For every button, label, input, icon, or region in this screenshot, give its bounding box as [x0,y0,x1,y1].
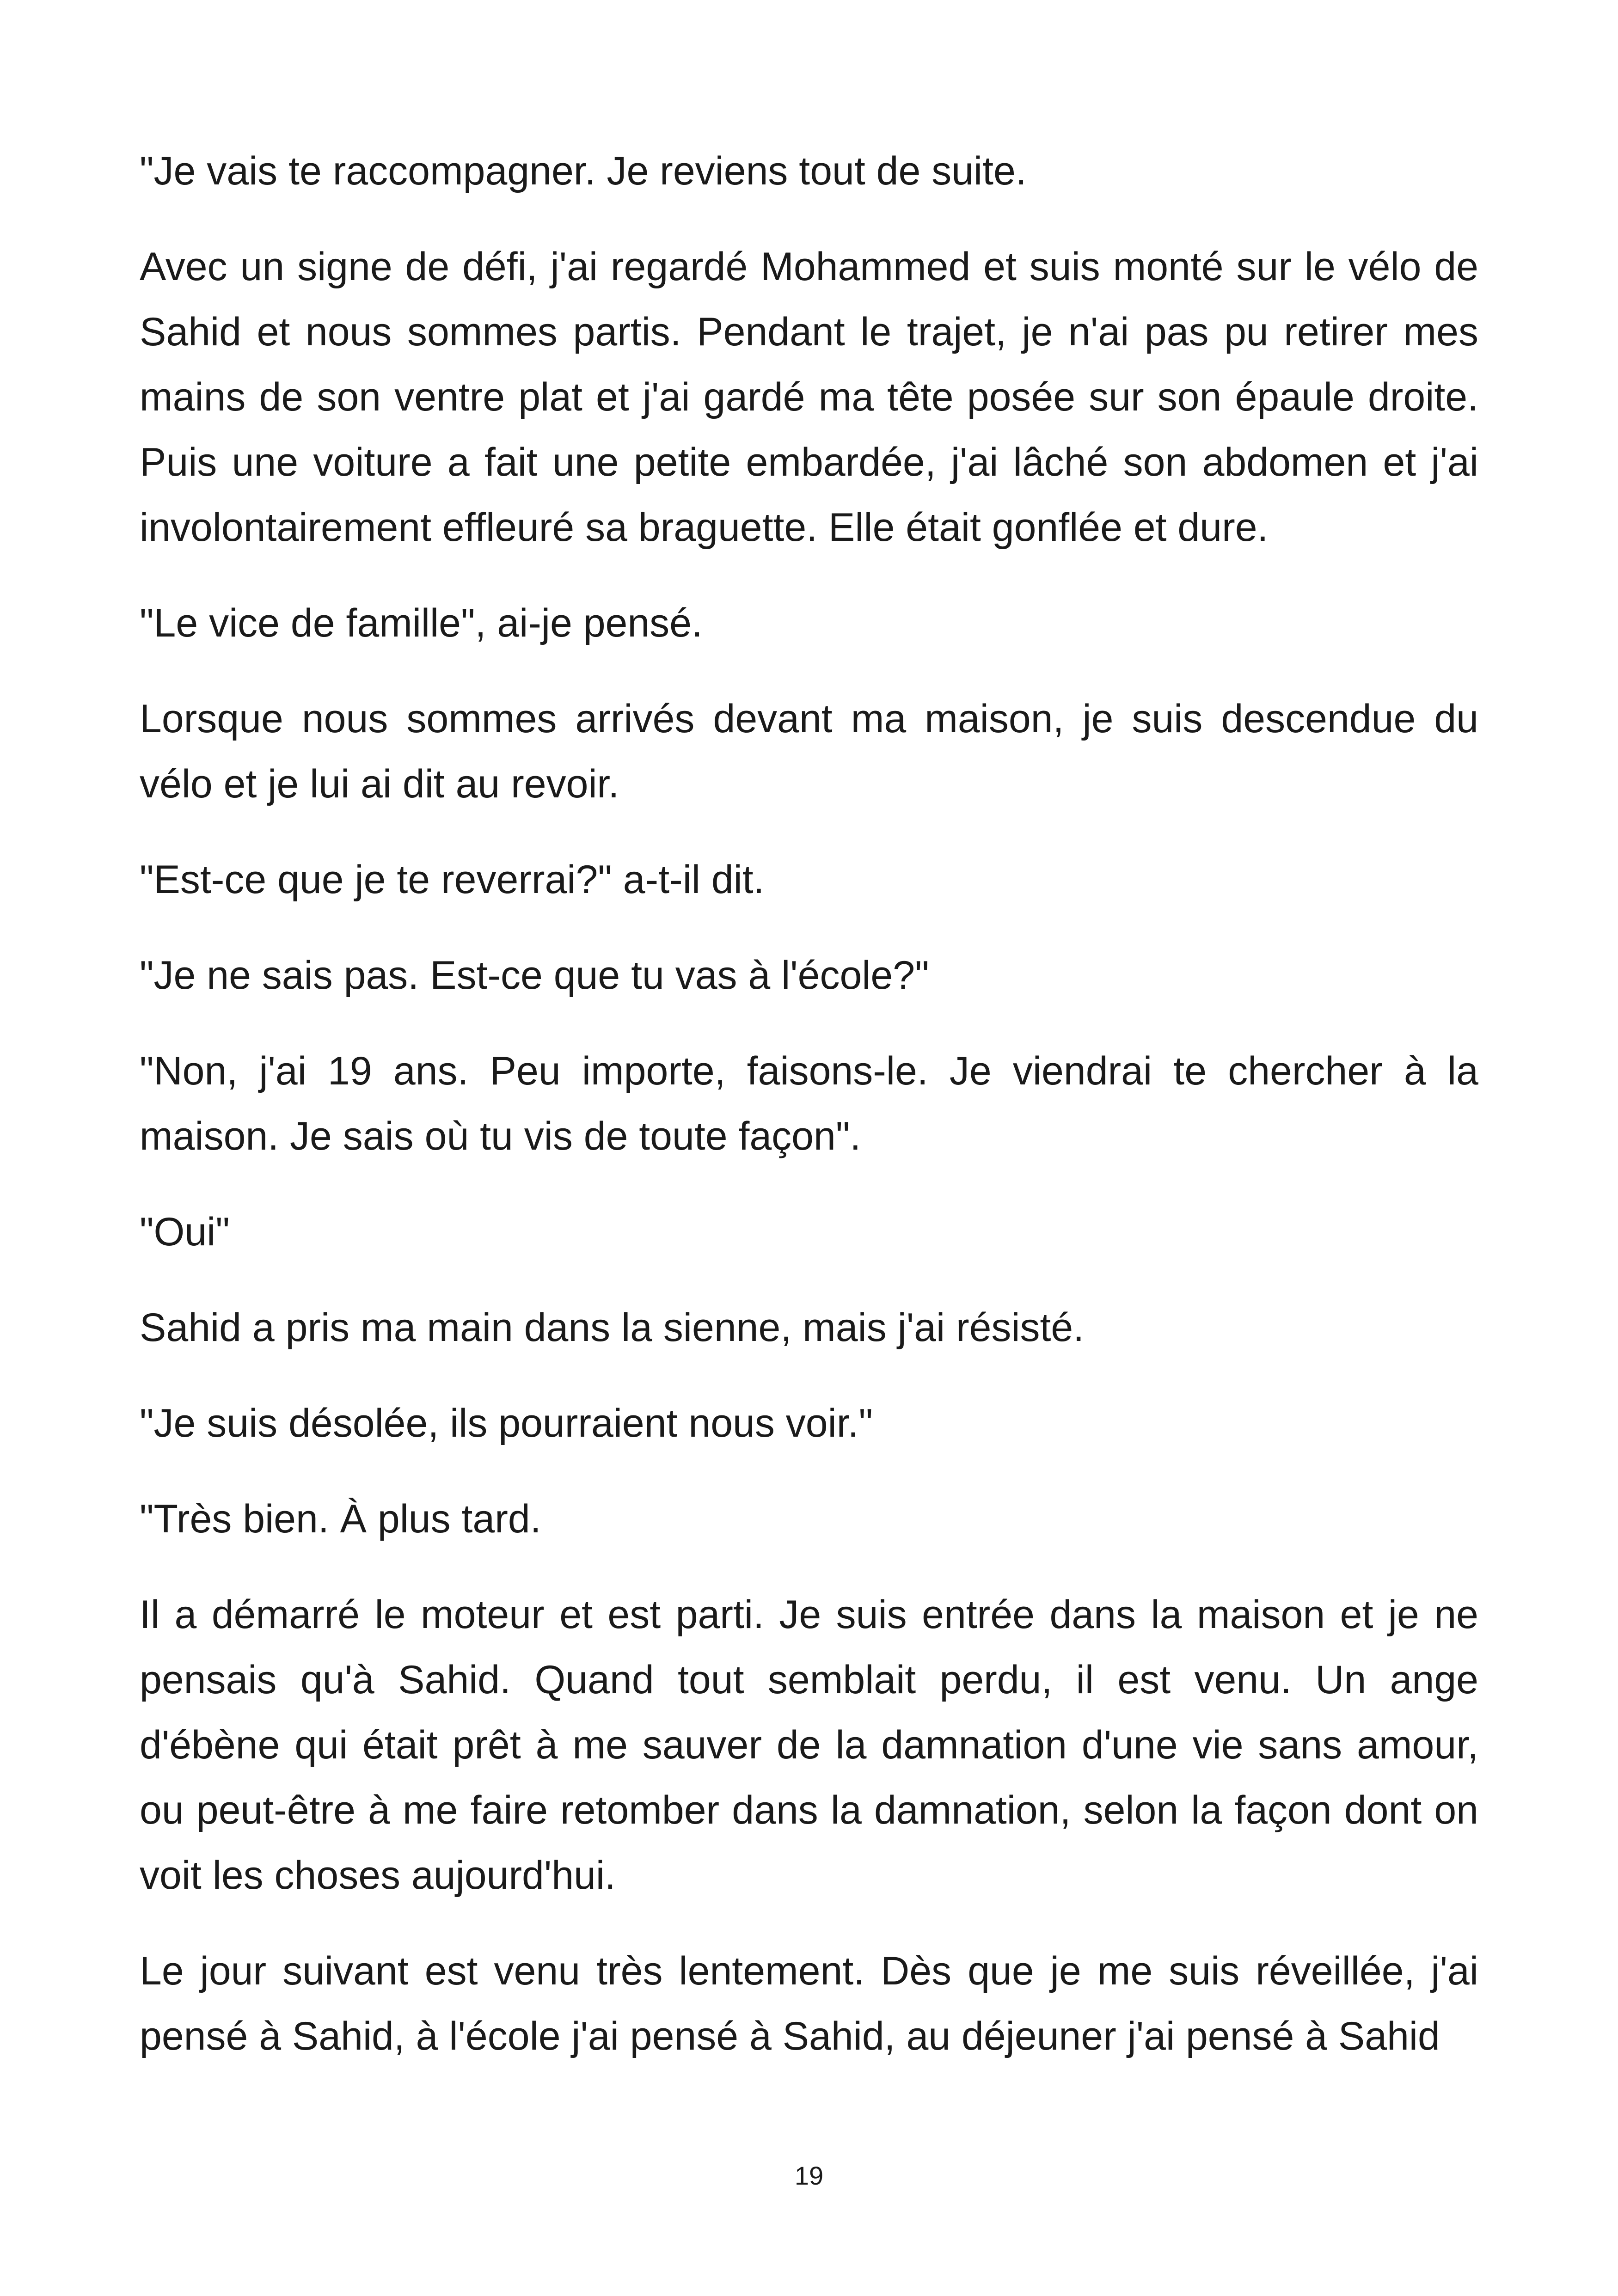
paragraph-6: "Je ne sais pas. Est-ce que tu vas à l'école?" [140,953,929,998]
paragraph-10: "Je suis désolée, ils pourraient nous voir." [140,1401,873,1445]
paragraph-7: "Non, j'ai 19 ans. Peu importe, faisons-le. Je viendrai te chercher à la maison. Je sais où tu vis de toute façon". [140,1049,1478,1158]
paragraph-2: Avec un signe de défi, j'ai regardé Mohammed et suis monté sur le vélo de Sahid et nous sommes partis. Pendant le trajet, je n'ai pas pu retirer mes mains de son ventre plat et j'ai gardé ma tête posée sur son épaule droite. Puis une voiture a fait une petite embardée, j'ai lâché son abdomen et j'ai involontairement effleuré sa braguette. Elle était gonflée et dure. [140,245,1478,550]
paragraph-1: "Je vais te raccompagner. Je reviens tout de suite. [140,149,1027,193]
paragraph-4: Lorsque nous sommes arrivés devant ma maison, je suis descendue du vélo et je lui ai dit au revoir. [140,697,1478,806]
paragraph-8: "Oui" [140,1210,230,1254]
paragraph-13: Le jour suivant est venu très lentement. Dès que je me suis réveillée, j'ai pensé à Sahid, à l'école j'ai pensé à Sahid, au déjeuner j'ai pensé à Sahid [140,1949,1478,2058]
paragraph-3: "Le vice de famille", ai-je pensé. [140,601,703,645]
page-number: 19 [794,2161,824,2190]
paragraph-11: "Très bien. À plus tard. [140,1497,541,1541]
paragraph-9: Sahid a pris ma main dans la sienne, mais j'ai résisté. [140,1305,1085,1350]
paragraph-5: "Est-ce que je te reverrai?" a-t-il dit. [140,857,765,902]
paragraph-12: Il a démarré le moteur et est parti. Je suis entrée dans la maison et je ne pensais qu'à Sahid. Quand tout semblait perdu, il est venu. Un ange d'ébène qui était prêt à me sauver de la damnation d'une vie sans amour, ou peut-être à me faire retomber dans la damnation, selon la façon dont on voit les choses aujourd'hui. [140,1592,1478,1898]
text-body [140,139,1478,2100]
